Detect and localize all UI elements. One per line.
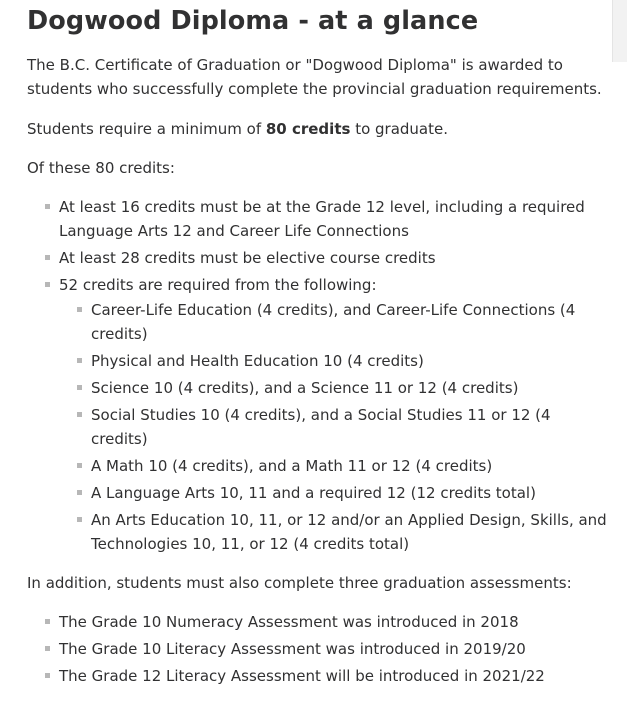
list-item-text: Social Studies 10 (4 credits), and a Social Studies 11 or 12 (4 credits): [91, 406, 551, 448]
bullet-icon: [77, 517, 82, 522]
list-item: [59, 610, 607, 634]
list-item-text: Career-Life Education (4 credits), and Career-Life Connections (4 credits): [91, 301, 576, 343]
bullet-icon: [77, 412, 82, 417]
list-item: [59, 664, 607, 688]
list-item: [91, 376, 607, 400]
list-item-text: A Language Arts 10, 11 and a required 12 (12 credits total): [91, 484, 536, 502]
intro-paragraph: The B.C. Certificate of Graduation or "Dogwood Diploma" is awarded to students who successfully complete the provincial graduation requirements.: [27, 56, 602, 98]
requirement-prefix: Students require a minimum of: [27, 120, 266, 138]
required-courses-list: [59, 298, 607, 556]
bullet-icon: [45, 204, 50, 209]
list-item: [91, 508, 607, 556]
list-item-text: An Arts Education 10, 11, or 12 and/or an Applied Design, Skills, and Technologies 10, 11, or 12 (4 credits total): [91, 511, 607, 553]
list-item: [59, 195, 607, 243]
bullet-icon: [45, 673, 50, 678]
list-item: [59, 637, 607, 661]
bullet-icon: [45, 282, 50, 287]
bullet-icon: [77, 307, 82, 312]
bullet-icon: [77, 385, 82, 390]
list-item-text: At least 28 credits must be elective course credits: [59, 249, 436, 267]
list-item-text: At least 16 credits must be at the Grade 12 level, including a required Language Arts 12 and Career Life Connections: [59, 198, 585, 240]
bullet-icon: [45, 619, 50, 624]
list-item-text: The Grade 12 Literacy Assessment will be introduced in 2021/22: [59, 667, 545, 685]
article-content: [27, 0, 607, 691]
list-item: [59, 273, 607, 556]
list-item-text: A Math 10 (4 credits), and a Math 11 or 12 (4 credits): [91, 457, 493, 475]
list-item: [91, 481, 607, 505]
list-item: [91, 349, 607, 373]
side-panel: [612, 0, 627, 62]
requirement-suffix: to graduate.: [350, 120, 448, 138]
list-item: [91, 403, 607, 451]
bullet-icon: [77, 463, 82, 468]
list-item: [59, 246, 607, 270]
requirement-credits: 80 credits: [265, 120, 351, 138]
list-item-text: The Grade 10 Numeracy Assessment was introduced in 2018: [59, 613, 519, 631]
assessments-heading: In addition, students must also complete three graduation assessments:: [27, 574, 572, 592]
list-item-text: Physical and Health Education 10 (4 credits): [91, 352, 424, 370]
list-item-text: The Grade 10 Literacy Assessment was introduced in 2019/20: [59, 640, 526, 658]
list-item: [91, 298, 607, 346]
of-these-heading: Of these 80 credits:: [27, 159, 175, 177]
bullet-icon: [45, 255, 50, 260]
list-item-text: Science 10 (4 credits), and a Science 11 or 12 (4 credits): [91, 379, 519, 397]
assessment-list: [27, 610, 607, 688]
list-item-text: 52 credits are required from the following:: [59, 276, 377, 294]
page-title: Dogwood Diploma - at a glance: [27, 6, 479, 36]
bullet-icon: [45, 646, 50, 651]
credit-list: [27, 195, 607, 556]
credits-requirement: [27, 117, 607, 141]
bullet-icon: [77, 490, 82, 495]
list-item: [91, 454, 607, 478]
bullet-icon: [77, 358, 82, 363]
